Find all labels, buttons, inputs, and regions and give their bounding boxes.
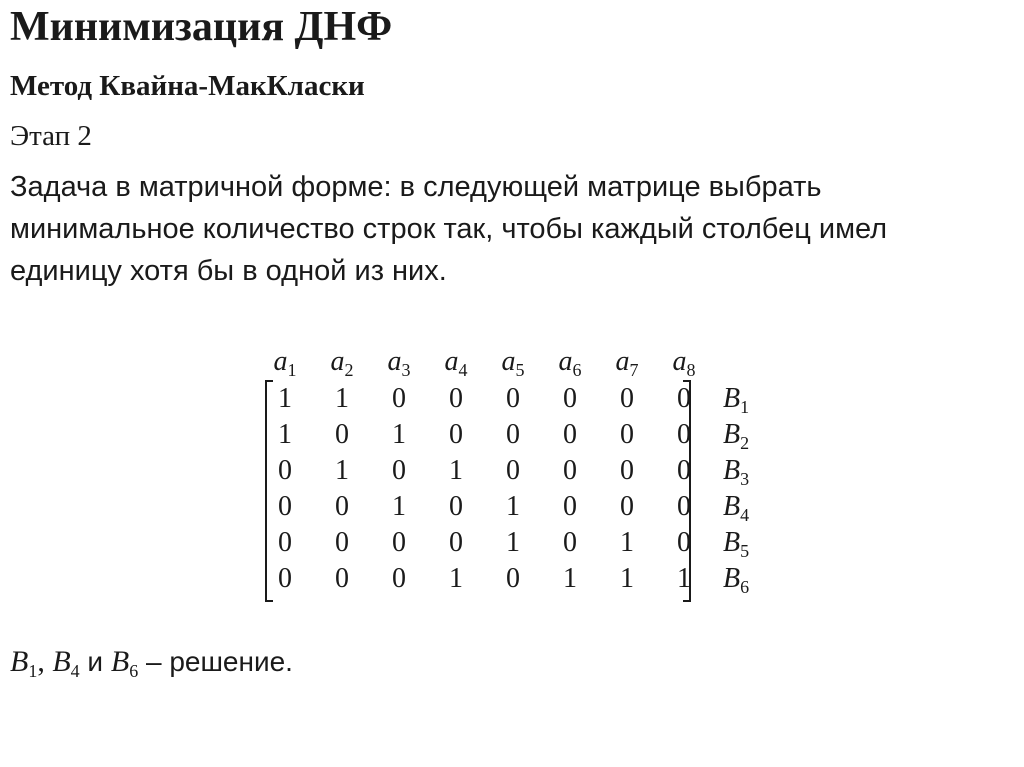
matrix-cell: 0 — [335, 491, 349, 522]
matrix-cell: 0 — [620, 455, 634, 486]
matrix-cell: 0 — [335, 419, 349, 450]
matrix-cell: 1 — [506, 527, 520, 558]
matrix-cell: 0 — [449, 383, 463, 414]
task-line: Задача в матричной форме: в следующей матрице выбрать — [10, 171, 822, 203]
column-header: $a_2$ — [330, 346, 354, 380]
method-subtitle: Метод Квайна-МакКласки — [10, 70, 365, 102]
column-header: $a_5$ — [501, 346, 525, 380]
stage-label: Этап 2 — [10, 120, 92, 152]
matrix-cell: 0 — [392, 563, 406, 594]
matrix-cell: 0 — [563, 491, 577, 522]
task-line: единицу хотя бы в одной из них. — [10, 255, 447, 287]
row-label: $B_2$ — [723, 419, 750, 453]
matrix-cell: 1 — [620, 563, 634, 594]
matrix-cell: 0 — [392, 527, 406, 558]
solution-statement — [10, 642, 293, 682]
matrix-cell: 0 — [506, 419, 520, 450]
matrix-cell: 0 — [563, 419, 577, 450]
solution-var: $B_6$ — [110, 645, 139, 681]
column-header: $a_4$ — [444, 346, 468, 380]
matrix-cell: 0 — [278, 527, 292, 558]
matrix-cell: 0 — [506, 383, 520, 414]
task-description — [10, 166, 1000, 292]
matrix-cell: 0 — [677, 455, 691, 486]
row-label: $B_3$ — [723, 455, 750, 489]
matrix-cell: 1 — [677, 563, 691, 594]
row-label: $B_6$ — [723, 563, 750, 597]
matrix-cell: 0 — [563, 455, 577, 486]
matrix-cell: 1 — [335, 455, 349, 486]
matrix-cell: 1 — [278, 383, 292, 414]
matrix-cell: 1 — [278, 419, 292, 450]
row-label: $B_4$ — [723, 491, 750, 525]
matrix-cell: 0 — [449, 527, 463, 558]
matrix-cell: 0 — [449, 491, 463, 522]
column-header: $a_1$ — [273, 346, 297, 380]
matrix-cell: 1 — [449, 563, 463, 594]
matrix-cell: 1 — [335, 383, 349, 414]
matrix-cell: 0 — [335, 527, 349, 558]
slide-title: Минимизация ДНФ — [10, 4, 393, 50]
matrix-cell: 0 — [278, 563, 292, 594]
matrix-cell: 0 — [563, 383, 577, 414]
matrix-cell: 0 — [620, 491, 634, 522]
column-header: $a_3$ — [387, 346, 411, 380]
solution-var: $B_1$ — [10, 645, 38, 681]
row-label: $B_1$ — [723, 383, 750, 417]
matrix-cell: 1 — [392, 491, 406, 522]
matrix-cell: 0 — [677, 491, 691, 522]
matrix-cell: 0 — [335, 563, 349, 594]
matrix-cell: 1 — [620, 527, 634, 558]
column-header: $a_6$ — [558, 346, 582, 380]
matrix-cell: 0 — [506, 563, 520, 594]
matrix-cell: 0 — [677, 383, 691, 414]
matrix-cell: 0 — [677, 419, 691, 450]
matrix-cell: 1 — [392, 419, 406, 450]
row-label: $B_5$ — [723, 527, 750, 561]
matrix-cell: 0 — [392, 383, 406, 414]
column-header: $a_7$ — [615, 346, 639, 380]
matrix-cell: 0 — [449, 419, 463, 450]
solution-conjunction: и — [79, 646, 111, 677]
solution-tail: – решение. — [138, 646, 293, 677]
matrix-cell: 0 — [506, 455, 520, 486]
matrix-cell: 0 — [620, 383, 634, 414]
matrix-cell: 0 — [563, 527, 577, 558]
matrix-cell: 1 — [449, 455, 463, 486]
coverage-matrix — [255, 340, 775, 610]
solution-separator: , — [37, 645, 53, 678]
solution-var: $B_4$ — [52, 645, 80, 681]
matrix-cell: 1 — [563, 563, 577, 594]
matrix-cell: 0 — [278, 455, 292, 486]
column-header: $a_8$ — [672, 346, 696, 380]
matrix-cell: 0 — [392, 455, 406, 486]
matrix-cell: 0 — [677, 527, 691, 558]
matrix-cell: 1 — [506, 491, 520, 522]
matrix-cell: 0 — [620, 419, 634, 450]
matrix-cell: 0 — [278, 491, 292, 522]
task-line: минимальное количество строк так, чтобы каждый столбец имел — [10, 213, 888, 245]
